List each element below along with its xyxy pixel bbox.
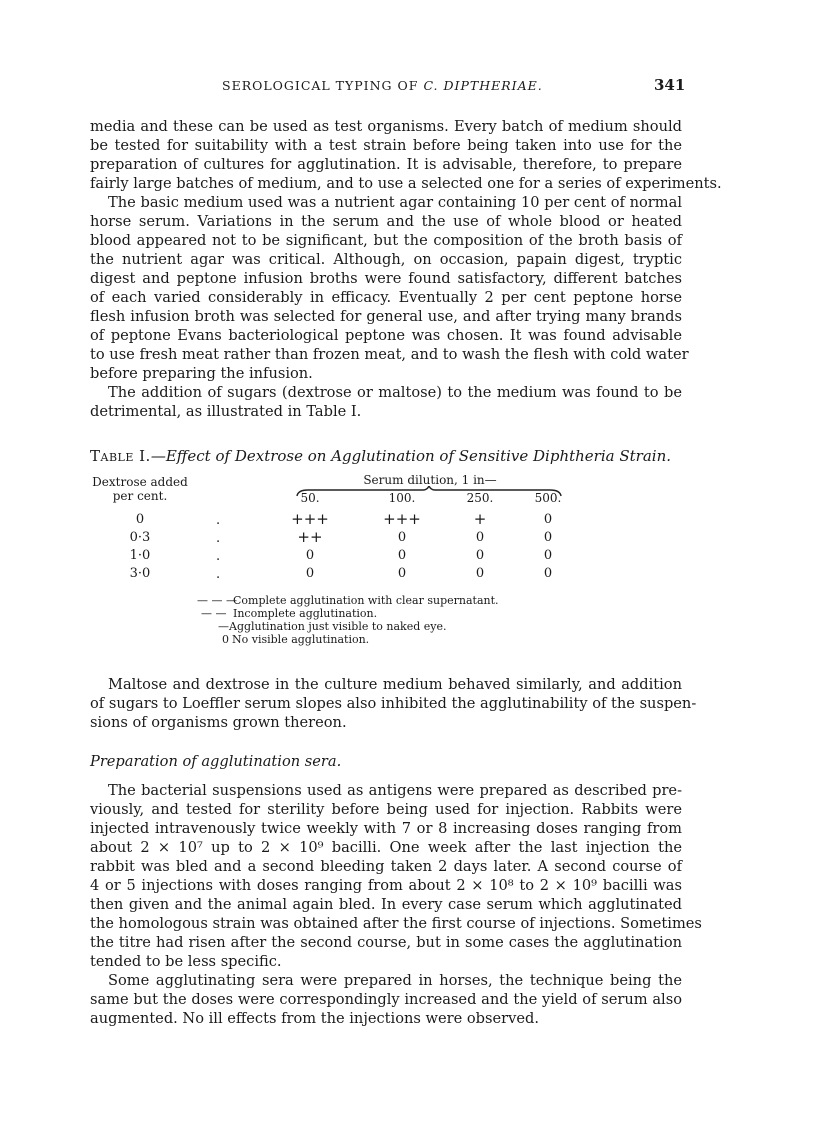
table-cell: 0 [397, 548, 407, 563]
table-cell: 0 [305, 548, 315, 563]
table-cell: 0 [397, 566, 407, 581]
row-label: 3·0 [129, 566, 151, 581]
text-line: blood appeared not to be significant, but the composition of the broth basis of [90, 232, 682, 249]
text-line: before preparing the infusion. [90, 365, 313, 382]
text-line: The bacterial suspensions used as antigens were prepared as described pre- [108, 782, 682, 799]
text-line: media and these can be used as test organisms. Every batch of medium should [90, 118, 682, 135]
text-line: detrimental, as illustrated in Table I. [90, 403, 362, 420]
table-cell: 0 [543, 530, 553, 545]
table-cell: 0 [475, 566, 485, 581]
table-cell: + [473, 510, 487, 528]
leader-dot: . [216, 549, 221, 564]
table-cell: 0 [475, 548, 485, 563]
column-header: 50. [300, 491, 320, 505]
paragraph-5 [90, 781, 702, 971]
column-header: 250. [466, 491, 494, 505]
text-line: about 2 × 10⁷ up to 2 × 10⁹ bacilli. One week after the last injection the [90, 839, 682, 856]
text-line: of each varied considerably in efficacy. Eventually 2 per cent peptone horse [90, 289, 682, 306]
text-line: viously, and tested for sterility before being used for injection. Rabbits were [90, 801, 682, 818]
text-line: sions of organisms grown thereon. [90, 714, 347, 731]
paragraph-2 [90, 193, 689, 383]
running-title: SEROLOGICAL TYPING OF [222, 78, 419, 93]
text-line: flesh infusion broth was selected for general use, and after trying many brands [90, 308, 682, 325]
legend-symbol: 0 [222, 633, 229, 646]
running-header [222, 78, 543, 93]
legend-text: No visible agglutination. [232, 633, 370, 646]
text-line: rabbit was bled and a second bleeding taken 2 days later. A second course of [90, 858, 682, 875]
text-line: of peptone Evans bacteriological peptone was chosen. It was found advisable [90, 327, 682, 344]
paragraph-6 [90, 971, 682, 1028]
paragraph-3 [90, 383, 682, 421]
text-line: digest and peptone infusion broths were found satisfactory, different batches [90, 270, 682, 287]
row-header-2: per cent. [112, 489, 168, 503]
text-line: horse serum. Variations in the serum and the use of whole blood or heated [90, 213, 682, 230]
running-title-italic: C. DIPTHERIAE. [423, 78, 543, 93]
text-line: 4 or 5 injections with doses ranging from about 2 × 10⁸ to 2 × 10⁹ bacilli was [90, 877, 682, 894]
brace [296, 486, 562, 498]
legend-symbol: — — [201, 607, 227, 620]
text-line: injected intravenously twice weekly with 7 or 8 increasing doses ranging from [90, 820, 682, 837]
text-line: tended to be less specific. [90, 953, 282, 970]
row-label: 0·3 [129, 530, 151, 545]
table-caption [90, 447, 671, 465]
paragraph-1 [90, 117, 722, 193]
table-cell: +++ [291, 510, 329, 528]
table-cell: ++ [297, 528, 323, 546]
table-cell: 0 [543, 566, 553, 581]
text-line: The addition of sugars (dextrose or maltose) to the medium was found to be [108, 384, 682, 401]
legend-text: Complete agglutination with clear supernatant. [233, 594, 499, 607]
text-line: the nutrient agar was critical. Although, on occasion, papain digest, tryptic [90, 251, 682, 268]
column-header: 500. [534, 491, 562, 505]
table-cell: 0 [543, 548, 553, 563]
text-line: the homologous strain was obtained after the first course of injections. Sometimes [90, 915, 702, 932]
text-line: augmented. No ill effects from the injections were observed. [90, 1010, 539, 1027]
leader-dot: . [216, 567, 221, 582]
text-line: preparation of cultures for agglutination. It is advisable, therefore, to prepare [90, 156, 682, 173]
text-line: Some agglutinating sera were prepared in horses, the technique being the [108, 972, 682, 989]
legend-text: Incomplete agglutination. [233, 607, 378, 620]
leader-dot: . [216, 531, 221, 546]
table-cell: 0 [305, 566, 315, 581]
text-line: same but the doses were correspondingly increased and the yield of serum also [90, 991, 682, 1008]
legend-symbol: — [218, 620, 229, 633]
text-line: of sugars to Loeffler serum slopes also inhibited the agglutinability of the suspen- [90, 695, 697, 712]
leader-dot: . [216, 513, 221, 528]
legend-text: Agglutination just visible to naked eye. [229, 620, 447, 633]
paragraph-4 [90, 675, 697, 732]
table-label: Table I. [90, 447, 151, 465]
column-header: 100. [388, 491, 416, 505]
row-label: 0 [135, 512, 145, 527]
table-cell: 0 [475, 530, 485, 545]
legend-symbol: — — — [197, 594, 237, 607]
text-line: then given and the animal again bled. In every case serum which agglutinated [90, 896, 682, 913]
table-cell: +++ [383, 510, 421, 528]
row-label: 1·0 [129, 548, 151, 563]
group-header: Serum dilution, 1 in— [363, 473, 497, 487]
table-cell: 0 [397, 530, 407, 545]
text-line: fairly large batches of medium, and to use a selected one for a series of experiments. [90, 175, 722, 192]
page-number: 341 [654, 76, 686, 94]
text-line: The basic medium used was a nutrient agar containing 10 per cent of normal [108, 194, 682, 211]
text-line: be tested for suitability with a test strain before being taken into use for the [90, 137, 682, 154]
section-heading: Preparation of agglutination sera. [90, 753, 342, 770]
row-header-1: Dextrose added [92, 475, 188, 489]
text-line: to use fresh meat rather than frozen meat, and to wash the flesh with cold water [90, 346, 689, 363]
text-line: the titre had risen after the second course, but in some cases the agglutination [90, 934, 682, 951]
text-line: Maltose and dextrose in the culture medium behaved similarly, and addition [108, 676, 682, 693]
table-caption-text: —Effect of Dextrose on Agglutination of Sensitive Diphtheria Strain. [150, 447, 672, 465]
table-cell: 0 [543, 512, 553, 527]
